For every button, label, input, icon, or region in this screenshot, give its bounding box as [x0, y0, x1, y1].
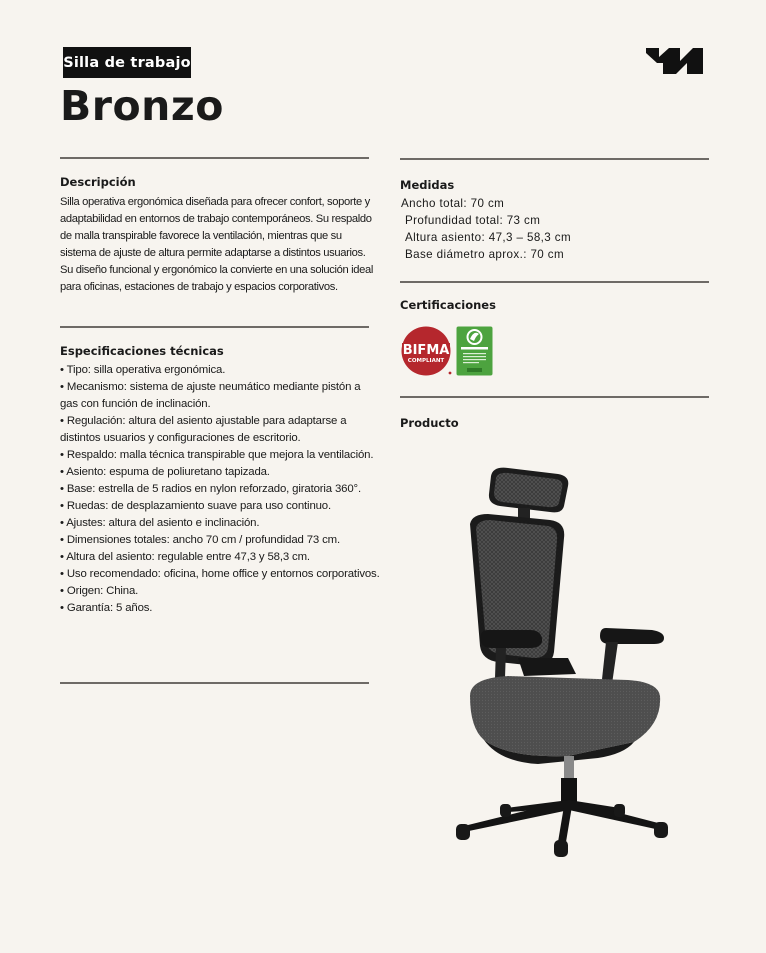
divider-certifications-top [400, 281, 709, 283]
spec-item: • Dimensiones totales: ancho 70 cm / profundidad 73 cm. [60, 534, 341, 546]
measures-list [401, 195, 571, 263]
spec-item: • Uso recomendado: oficina, home office y entornos corporativos. [60, 568, 380, 580]
spec-item: • Respaldo: malla técnica transpirable que mejora la ventilación. [60, 449, 374, 461]
spec-item: • Origen: China. [60, 585, 139, 597]
spec-item: • Base: estrella de 5 radios en nylon reforzado, giratoria 360°. [60, 483, 361, 495]
bifma-logo-text: BIFMA [402, 343, 450, 358]
divider-measures-top [400, 158, 709, 160]
measure-item: Altura asiento: 47,3 – 58,3 cm [405, 231, 572, 244]
measure-item: Ancho total: 70 cm [401, 197, 505, 210]
greenguard-logo-icon [456, 326, 493, 376]
spec-item: • Mecanismo: sistema de ajuste neumático mediante pistón a gas con función de inclinación. [60, 381, 361, 410]
certifications-heading: Certificaciones [400, 298, 496, 312]
divider-specs-bottom [60, 682, 369, 684]
description-text: Silla operativa ergonómica diseñada para ofrecer confort, soporte y adaptabilidad en entornos de trabajo contemporáneos. Su respaldo de malla transpirable favorece la ventilación, mientras que su sistema de ajuste de altura permite adaptarse a distintos usuarios. Su diseño funcional y ergonómico la convierte en una solución ideal para oficinas, estaciones de trabajo y espacios corporativos. [60, 196, 374, 293]
office-chair-image [448, 462, 673, 862]
measure-item: Base diámetro aprox.: 70 cm [405, 248, 565, 261]
spec-item: • Asiento: espuma de poliuretano tapizada. [60, 466, 270, 478]
divider-description-top [60, 157, 369, 159]
spec-item: • Tipo: silla operativa ergonómica. [60, 364, 226, 376]
measure-item: Profundidad total: 73 cm [405, 214, 541, 227]
bifma-compliant-text: COMPLIANT [407, 358, 445, 364]
brand-logo-icon [646, 48, 703, 74]
product-title: Bronzo [60, 82, 224, 130]
measures-heading: Medidas [400, 178, 455, 192]
description-heading: Descripción [60, 175, 136, 189]
divider-product-top [400, 396, 709, 398]
spec-item: • Ajustes: altura del asiento e inclinación. [60, 517, 260, 529]
spec-item: • Regulación: altura del asiento ajustable para adaptarse a distintos usuarios y configuraciones de escritorio. [60, 415, 347, 444]
bifma-compliant-logo-icon [401, 326, 453, 378]
product-heading: Producto [400, 416, 459, 430]
spec-item: • Ruedas: de desplazamiento suave para uso continuo. [60, 500, 332, 512]
specs-list [60, 362, 380, 617]
spec-item: • Garantía: 5 años. [60, 602, 153, 614]
divider-specs-top [60, 326, 369, 328]
category-badge: Silla de trabajo [63, 47, 191, 78]
specs-heading: Especificaciones técnicas [60, 344, 224, 358]
spec-item: • Altura del asiento: regulable entre 47,3 y 58,3 cm. [60, 551, 310, 563]
